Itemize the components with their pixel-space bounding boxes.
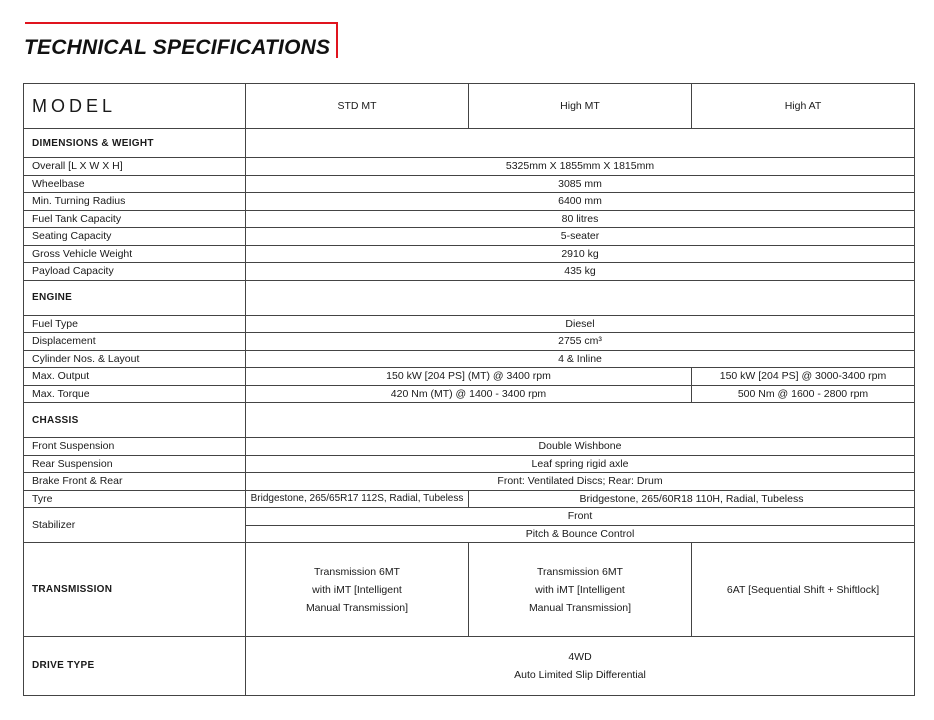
row-value: 3085 mm: [246, 175, 915, 193]
row-label: Gross Vehicle Weight: [24, 245, 246, 263]
drive-type-value: [246, 637, 915, 696]
row-value: 2910 kg: [246, 245, 915, 263]
section-blank: [246, 403, 915, 438]
row-value-mt: 420 Nm (MT) @ 1400 - 3400 rpm: [246, 385, 692, 403]
row-label: Front Suspension: [24, 438, 246, 456]
transmission-high-mt: [469, 543, 692, 637]
table-row: [24, 385, 915, 403]
table-row: [24, 158, 915, 176]
table-row: [24, 350, 915, 368]
row-label: Payload Capacity: [24, 263, 246, 281]
row-label: Max. Output: [24, 368, 246, 386]
row-label: Max. Torque: [24, 385, 246, 403]
row-label: Tyre: [24, 490, 246, 508]
table-row: [24, 175, 915, 193]
row-value: 4 & Inline: [246, 350, 915, 368]
table-row: [24, 315, 915, 333]
section-title-drive-type: DRIVE TYPE: [24, 637, 246, 696]
row-value: Front: Ventilated Discs; Rear: Drum: [246, 473, 915, 491]
title-accent-line-vertical: [336, 22, 338, 58]
section-header-row: [24, 403, 915, 438]
text-line: Transmission 6MT: [537, 565, 623, 578]
text-line: Manual Transmission]: [305, 601, 409, 614]
title-accent-line-horizontal: [25, 22, 338, 24]
row-value-at: 500 Nm @ 1600 - 2800 rpm: [692, 385, 915, 403]
row-value: Leaf spring rigid axle: [246, 455, 915, 473]
table-row: [24, 245, 915, 263]
row-label: Wheelbase: [24, 175, 246, 193]
table-row: [24, 455, 915, 473]
table-row: [24, 333, 915, 351]
variant-high-mt: High MT: [469, 84, 692, 129]
table-row: [24, 438, 915, 456]
table-row: [24, 473, 915, 491]
row-value: Pitch & Bounce Control: [246, 525, 915, 543]
transmission-std-mt: [246, 543, 469, 637]
row-value: 5325mm X 1855mm X 1815mm: [246, 158, 915, 176]
title-block: [0, 0, 340, 60]
row-value-at: 150 kW [204 PS] @ 3000-3400 rpm: [692, 368, 915, 386]
row-label: Overall [L X W X H]: [24, 158, 246, 176]
section-title-dimensions: DIMENSIONS & WEIGHT: [24, 129, 246, 158]
drive-type-row: [24, 637, 915, 696]
row-value-mt: 150 kW [204 PS] (MT) @ 3400 rpm: [246, 368, 692, 386]
section-title-transmission: TRANSMISSION: [24, 543, 246, 637]
row-label: Fuel Tank Capacity: [24, 210, 246, 228]
table-row: [24, 490, 915, 508]
table-row: [24, 193, 915, 211]
variant-high-at: High AT: [692, 84, 915, 129]
transmission-row: [24, 543, 915, 637]
text-line: Auto Limited Slip Differential: [514, 669, 646, 681]
header-row: [24, 84, 915, 129]
row-value: Front: [246, 508, 915, 526]
row-label: Min. Turning Radius: [24, 193, 246, 211]
text-line: 4WD: [568, 651, 592, 663]
row-value-std: Bridgestone, 265/65R17 112S, Radial, Tubeless: [246, 490, 469, 508]
section-title-engine: ENGINE: [24, 280, 246, 315]
row-value: 80 litres: [246, 210, 915, 228]
section-header-row: [24, 280, 915, 315]
spec-table: [23, 83, 915, 696]
model-header: MODEL: [24, 84, 246, 129]
transmission-high-at: 6AT [Sequential Shift + Shiftlock]: [692, 543, 915, 637]
row-label: Cylinder Nos. & Layout: [24, 350, 246, 368]
section-header-row: [24, 129, 915, 158]
row-label: Stabilizer: [24, 508, 246, 543]
table-row: [24, 508, 915, 526]
table-row: [24, 368, 915, 386]
text-line: with iMT [Intelligent: [312, 583, 402, 596]
row-value: Double Wishbone: [246, 438, 915, 456]
text-line: with iMT [Intelligent: [535, 583, 625, 596]
variant-std-mt: STD MT: [246, 84, 469, 129]
text-line: Manual Transmission]: [528, 601, 632, 614]
row-value: 2755 cm³: [246, 333, 915, 351]
row-value: 6400 mm: [246, 193, 915, 211]
row-value: Diesel: [246, 315, 915, 333]
section-title-chassis: CHASSIS: [24, 403, 246, 438]
row-value: 5-seater: [246, 228, 915, 246]
section-blank: [246, 280, 915, 315]
page-title: TECHNICAL SPECIFICATIONS: [24, 36, 331, 59]
row-value: 435 kg: [246, 263, 915, 281]
row-label: Displacement: [24, 333, 246, 351]
row-label: Brake Front & Rear: [24, 473, 246, 491]
section-blank: [246, 129, 915, 158]
row-label: Seating Capacity: [24, 228, 246, 246]
row-label: Fuel Type: [24, 315, 246, 333]
text-line: Transmission 6MT: [314, 565, 400, 578]
table-row: [24, 263, 915, 281]
row-label: Rear Suspension: [24, 455, 246, 473]
row-value-high: Bridgestone, 265/60R18 110H, Radial, Tubeless: [469, 490, 915, 508]
table-row: [24, 228, 915, 246]
table-row: [24, 210, 915, 228]
